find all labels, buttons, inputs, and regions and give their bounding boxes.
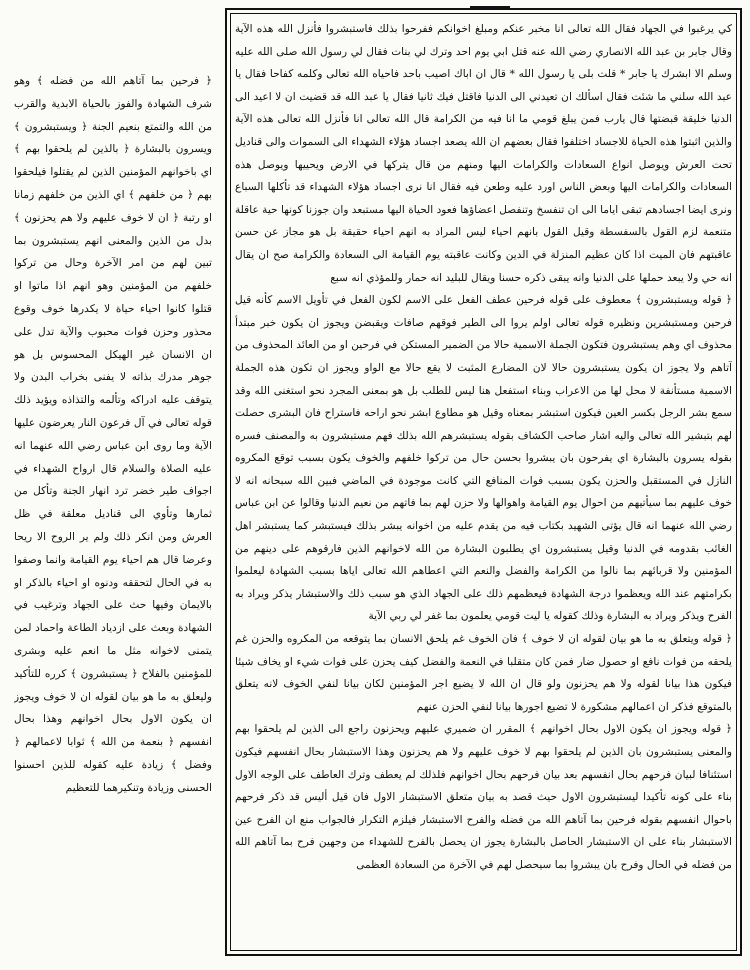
top-rule-mark (470, 0, 510, 8)
margin-tafsir-text (14, 70, 212, 920)
main-paragraph: كي يرغبوا في الجهاد فقال الله تعالى انا مخبر عنكم ومبلغ اخوانكم ففرحوا بذلك فاستبشروا فأنزل الله هذه الآية وقال جابر بن عبد الله الانصاري رضي الله عنه قتل ابي يوم احد وترك لي بنات فقال لي رسول الله صلى الله عليه وسلم الا ابشرك يا جابر * قلت بلى يا رسول الله * قال ان اباك اصيب باحد فاحياه الله تعالى وكلمه كفاحا فقال يا عبد الله سلني ما شئت فقال اسألك ان تعيدني الى الدنيا فاقتل فيك ثانيا فقال يا عبد الله قد قضيت ان لا اعيد الى الدنيا خليقة قبضتها قال يارب فمن يبلغ قومي ما انا فيه من الكرامة قال الله تعالى انا فأنزل الله تعالى هذه الآية والذين اثبتوا هذه الحياة للاجساد اختلفوا فقال بعضهم ان الله يصعد اجساد هؤلاء الشهداء الى السموات والى قناديل تحت العرش ويوصل انواع السعادات والكرامات اليها ومنهم من قال يتركها في الارض ويحييها ويوصل هذه السعادات والكرامات اليها وبعض الناس اورد عليه وطعن فيه فقال انا نرى اجساد هؤلاء الشهداء قد تأكلها السباع ونرى ايضا اجسادهم تبقى اياما الى ان تنفسخ وتنفصل اعضاؤها فعود الحياة اليها مستبعد وان جوزنا كونها حية عاقلة متنعمة لزم القول بالسفسطة وقيل القول بانهم احياء ليس المراد به انهم احياء حقيقة بل هو مجاز عن حسن عاقبتهم فان الميت اذا كان عظيم المنزلة في الدين وكانت عاقبته يوم القيامة الى السعادة والكرامة صح ان يقال انه حي ولا يبعد حملها على الدنيا وانه يبقى ذكره حسنا ويقال للبليد انه حمار وللمؤذي انه سبع (235, 23, 732, 284)
margin-paragraph: ﴿ فرحين بما آتاهم الله من فضله ﴾ وهو شرف الشهادة والفوز بالحياة الابدية والقرب من الله والتمتع بنعيم الجنة ﴿ ويستبشرون ﴾ ويسرون بالبشارة ﴿ بالذين لم يلحقوا بهم ﴾ اي باخوانهم المؤمنين الذين لم يقتلوا فيلحقوا بهم ﴿ من خلفهم ﴾ اي الذين من خلفهم زمانا او رتبة ﴿ ان لا خوف عليهم ولا هم يحزنون ﴾ بدل من الذين والمعنى انهم يستبشرون بما تبين لهم من امر الآخرة وحال من تركوا خلفهم من المؤمنين وهو انهم اذا ماتوا او قتلوا كانوا احياء حياة لا يكدرها خوف وقوع محذور وحزن فوات محبوب والآية تدل على ان الانسان غير الهيكل المحسوس بل هو جوهر مدرك بذاته لا يفنى بخراب البدن ولا يتوقف عليه ادراكه وتألمه والتذاذه ويؤيد ذلك قوله تعالى في آل فرعون النار يعرضون عليها الآية وما روى ابن عباس رضي الله عنهما انه عليه الصلاة والسلام قال ارواح الشهداء في اجواف طير خضر ترد انهار الجنة وتأكل من ثمارها وتأوي الى قناديل معلقة في ظل العرش ومن انكر ذلك ولم ير الروح الا ريحا وعرضا قال هم احياء يوم القيامة وانما وصفوا به في الحال لتحققه ودنوه او احياء بالذكر او بالايمان وفيها حث على الجهاد وترغيب في الشهادة وبعث على ازدياد الطاعة واحماد لمن يتمنى لاخوانه مثل ما انعم عليه وبشرى للمؤمنين بالفلاح ﴿ يستبشرون ﴾ كرره للتأكيد وليعلق به ما هو بيان لقوله ان لا خوف ويجوز ان يكون الاول بحال اخوانهم وهذا بحال انفسهم ﴿ بنعمة من الله ﴾ ثوابا لاعمالهم ﴿ وفضل ﴾ زيادة عليه كقوله للذين احسنوا الحسنى وزيادة وتنكيرهما للتعظيم (14, 75, 212, 794)
main-paragraph: ﴿ قوله ويستبشرون ﴾ معطوف على قوله فرحين عطف الفعل على الاسم لكون الفعل في تأويل الاسم كأنه قيل فرحين ومستبشرين ونظيره قوله تعالى اولم يروا الى الطير فوقهم صافات ويقبضن ويجوز ان يكون خبر مبتدأ محذوف اي وهم يستبشرون فتكون الجملة الاسمية حالا من الضمير المستكن في فرحين او من العائد المحذوف من آتاهم ولا يجوز ان يكون يستبشرون حالا لان المضارع المثبت لا يقع حالا مع الواو ويجوز ان تكون هذه الجملة الاسمية مستأنفة لا محل لها من الاعراب وبناء استفعل هنا ليس للطلب بل هو بمعنى المجرد نحو استغنى الله وقد سمع بشر الرجل بكسر العين فيكون استبشر بمعناه وقيل هو مطاوع ابشر نحو اراحه فاستراح فان البشرى حصلت لهم بتبشير الله تعالى واليه اشار صاحب الكشاف بقوله يستبشرهم الله بذلك فهم مستبشرون به والمصنف فسره بقوله يسرون بالبشارة اي يفرحون بان يبشروا بحسن حال من تركوا خلفهم والخوف يكون بسبب توقع المكروه النازل في المستقبل والحزن يكون بسبب فوات المنافع التي كانت موجودة في الماضي فبين الله سبحانه انه لا خوف عليهم بما سيأتيهم من احوال يوم القيامة واهوالها ولا حزن لهم بما فاتهم من نعيم الدنيا وقالوا عن ابن عباس رضي الله عنهما انه قال يؤتى الشهيد بكتاب فيه من يقدم عليه من اخوانه يبشر بذلك فيستبشر كما يستبشر اهل الغائب بقدومه في الدنيا وقيل يستبشرون اي يطلبون البشارة من الله لاخوانهم الذين فارقوهم على دينهم من المؤمنين ولا قربائهم بما نالوا من الكرامة والفضل والنعم التي اعطاهم الله تعالى اياها بسبب الشهادة ليعلموا بكرامتهم عند الله ويعظموا درجة الشهادة فيعظمهم ذلك على الجهاد الذي هو سبب ذلك والاستبشار يذكر ويراد به الفرح ويذكر ويراد به البشارة وذلك كقوله يا ليت قومي يعلمون بما غفر لي ربي الآية (235, 294, 732, 623)
main-paragraph: ﴿ قوله ويجوز ان يكون الاول بحال اخوانهم ﴾ المقرر ان ضميري عليهم ويحزنون راجع الى الذين لم يلحقوا بهم والمعنى يستبشرون بان الذين لم يلحقوا بهم لا خوف عليهم ولا هم يحزنون وهذا الاستبشار بحال انفسهم فيكون استئنافا لبيان فرحهم بحال انفسهم بعد بيان فرحهم بحال اخوانهم فلذلك لم يعطف وترك العاطف على الوجه الاول بناء على كونه تأكيدا ليستبشرون الاول حيث قصد به بيان متعلق الاستبشار الاول فان قيل أليس قد ذكر فرحهم باحوال انفسهم بقوله فرحين بما آتاهم الله من فضله والفرح الاستبشار فيلزم التكرار فالجواب منع ان الفرح عين الاستبشار بناء على ان الاستبشار الحاصل بالبشارة يجوز ان يحصل بالفرح للشهداء من وجهين فرح بما آتاهم الله من فضله في الحال وفرح بان يبشروا بما سيحصل لهم في الآخرة من السعادة العظمى (235, 723, 732, 871)
main-paragraph: ﴿ قوله ويتعلق به ما هو بيان لقوله ان لا خوف ﴾ فان الخوف غم يلحق الانسان بما يتوقعه من المكروه والحزن غم يلحقه من فوات نافع او حصول ضار فمن كان متقلبا في النعمة والفضل كيف يحزن على فوات شيء او يخاف شيئا فيكون هذا بيانا لقوله ولا هم يحزنون ولو قال ان الله لا يضيع اجر المؤمنين لكان بيانا لنفي الخوف لانه يتعلق بالمتوقع فذكر ان اعمالهم مشكورة لا تضيع اجورها بيانا لنفي الحزن عنهم (235, 633, 732, 713)
main-commentary-text (235, 18, 732, 946)
margin-mark (2, 818, 8, 858)
main-commentary-frame (225, 8, 742, 956)
